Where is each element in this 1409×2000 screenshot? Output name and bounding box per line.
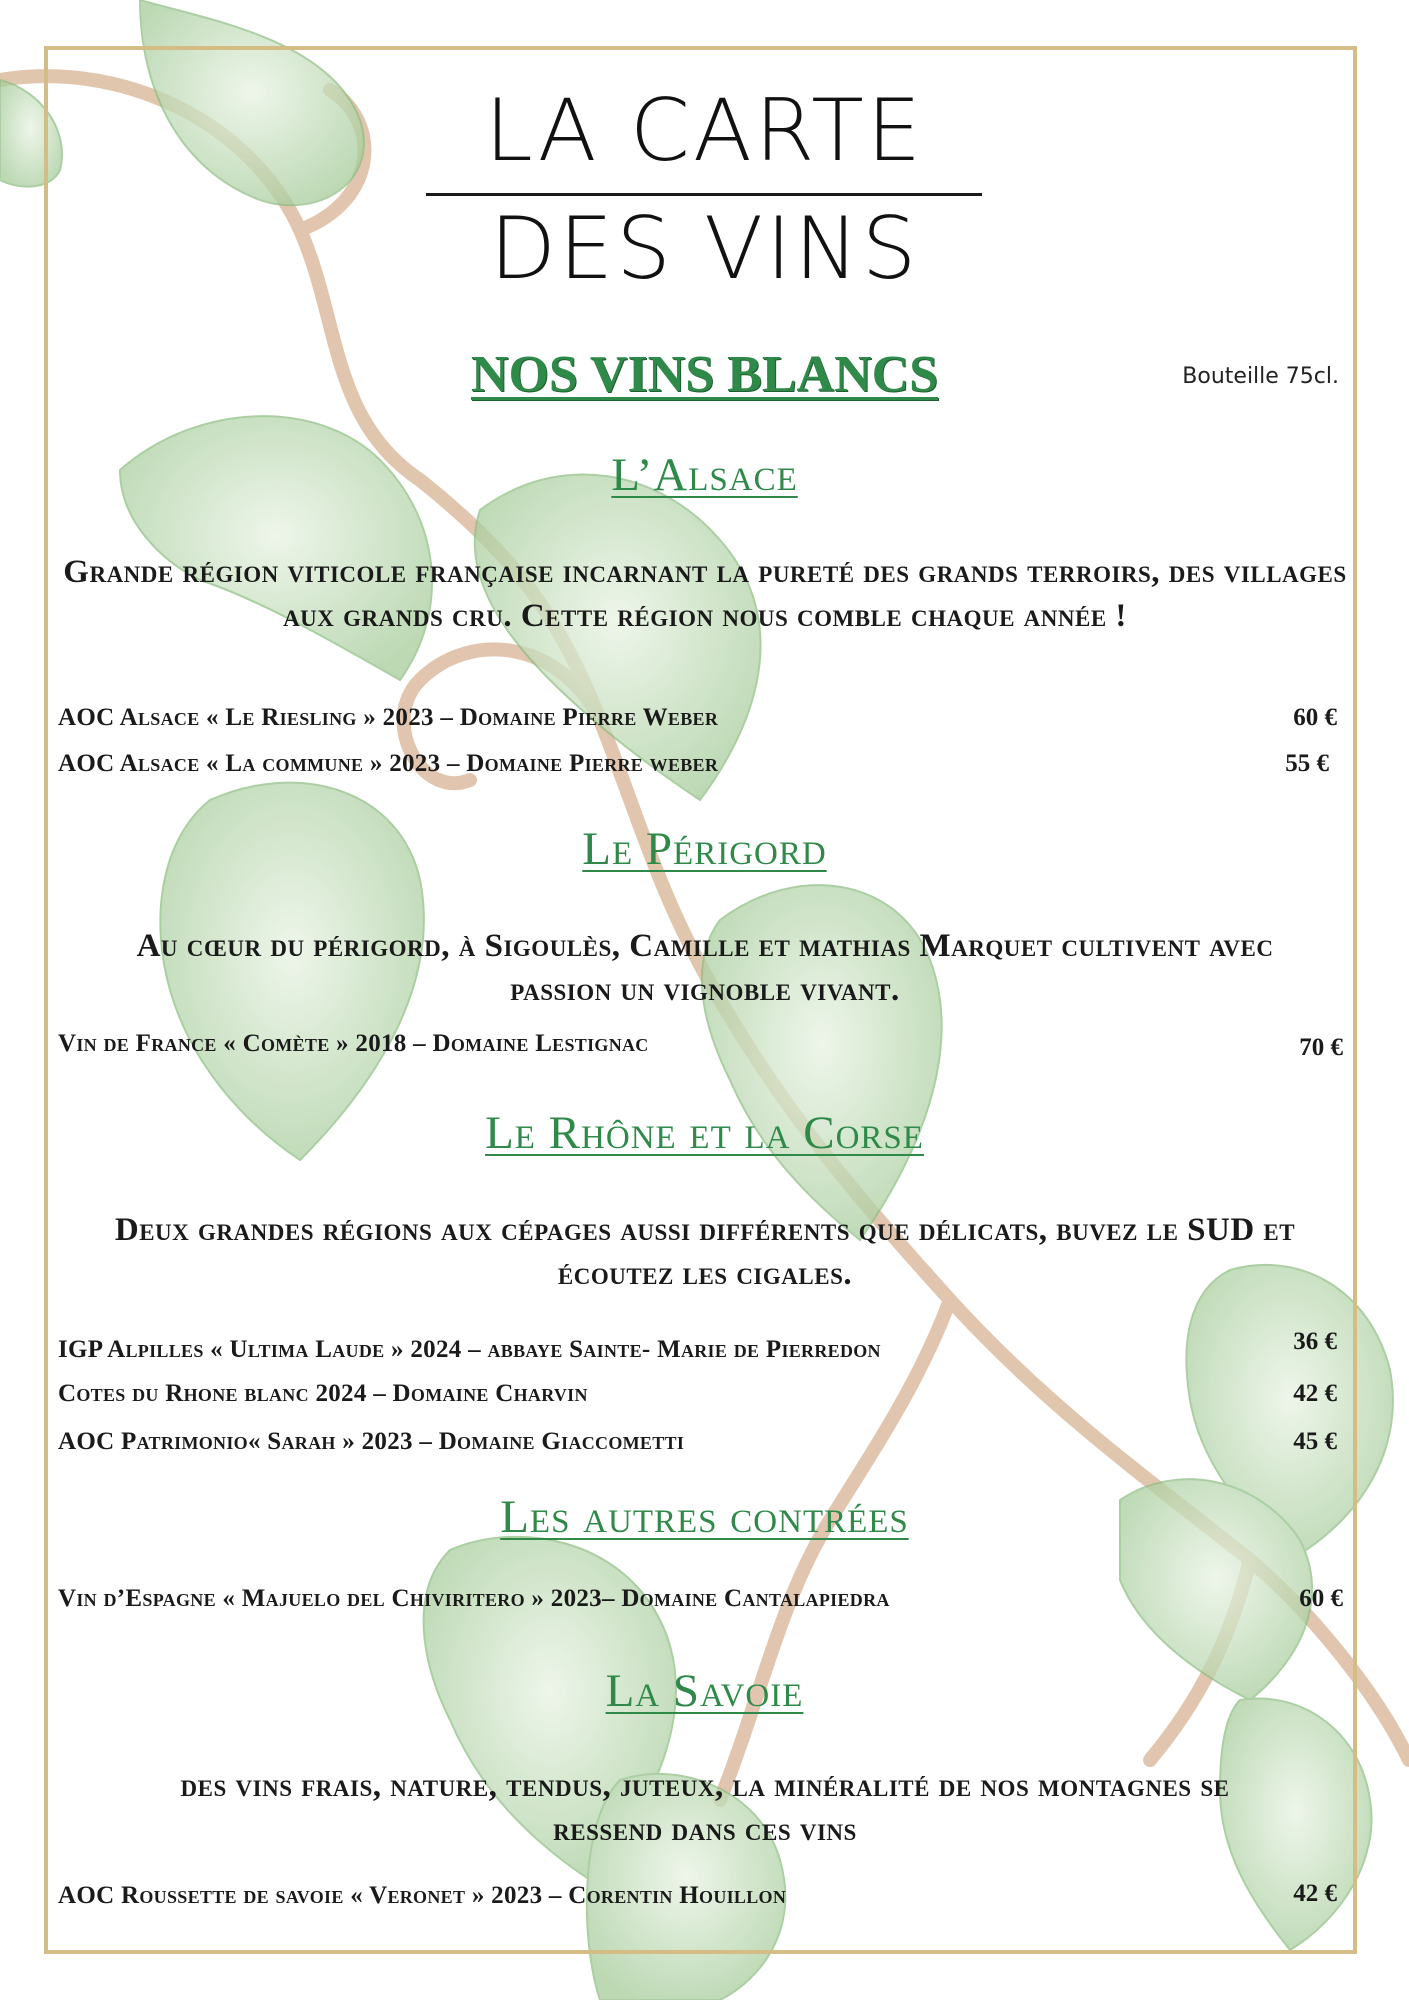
title-divider <box>426 193 982 196</box>
region-title-rhone-corse: Le Rhône et la Corse <box>485 1107 924 1159</box>
wine-item-price: 55 € <box>1285 750 1329 777</box>
menu-title-line-1: LA CARTE <box>484 81 925 181</box>
bottle-size-note: Bouteille 75cl. <box>1182 364 1339 389</box>
wine-item-price: 42 € <box>1293 1880 1337 1907</box>
region-title-perigord: Le Périgord <box>582 823 827 875</box>
region-description-alsace: Grande région viticole française incarnant la pureté des grands terroirs, des villages aux grands cru. Cette région nous comble chaque année ! <box>63 554 1347 634</box>
wine-item-price: 70 € <box>1299 1034 1343 1061</box>
region-description-perigord: Au cœur du périgord, à Sigoulès, Camille et mathias Marquet cultivent avec passion un vignoble vivant. <box>136 928 1274 1008</box>
menu-title-line-2: DES VINS <box>489 199 920 299</box>
wine-item-name: AOC Alsace « Le Riesling » 2023 – Domaine Pierre Weber <box>58 704 719 731</box>
wine-item-price: 42 € <box>1293 1380 1337 1407</box>
wine-item-name: Vin d’Espagne « Majuelo del Chiviritero » 2023– Domaine Cantalapiedra <box>58 1585 890 1612</box>
wine-item-name: Vin de France « Comète » 2018 – Domaine Lestignac <box>58 1030 649 1057</box>
region-title-other: Les autres contrées <box>500 1491 909 1543</box>
region-title-savoie: La Savoie <box>605 1665 804 1717</box>
wine-item-price: 60 € <box>1293 704 1337 731</box>
wine-item-name: AOC Alsace « La commune » 2023 – Domaine Pierre weber <box>58 750 719 777</box>
region-title-alsace: L’Alsace <box>611 449 798 501</box>
wine-item-name: Cotes du Rhone blanc 2024 – Domaine Charvin <box>58 1380 588 1407</box>
section-heading-white-wines: NOS VINS BLANCS <box>470 346 939 403</box>
region-description-rhone-corse: Deux grandes régions aux cépages aussi différents que délicats, buvez le SUD et écoutez les cigales. <box>114 1212 1296 1292</box>
wine-item-price: 45 € <box>1293 1428 1337 1455</box>
wine-item-price: 36 € <box>1293 1328 1337 1355</box>
wine-item-name: AOC Roussette de savoie « Veronet » 2023 – Corentin Houillon <box>58 1882 787 1909</box>
region-description-savoie: des vins frais, nature, tendus, juteux, la minéralité de nos montagnes se ressend dans ces vins <box>180 1768 1230 1848</box>
wine-item-name: AOC Patrimonio« Sarah » 2023 – Domaine Giaccometti <box>58 1428 685 1455</box>
wine-item-price: 60 € <box>1299 1585 1343 1612</box>
wine-item-name: IGP Alpilles « Ultima Laude » 2024 – abbaye Sainte- Marie de Pierredon <box>58 1336 881 1363</box>
